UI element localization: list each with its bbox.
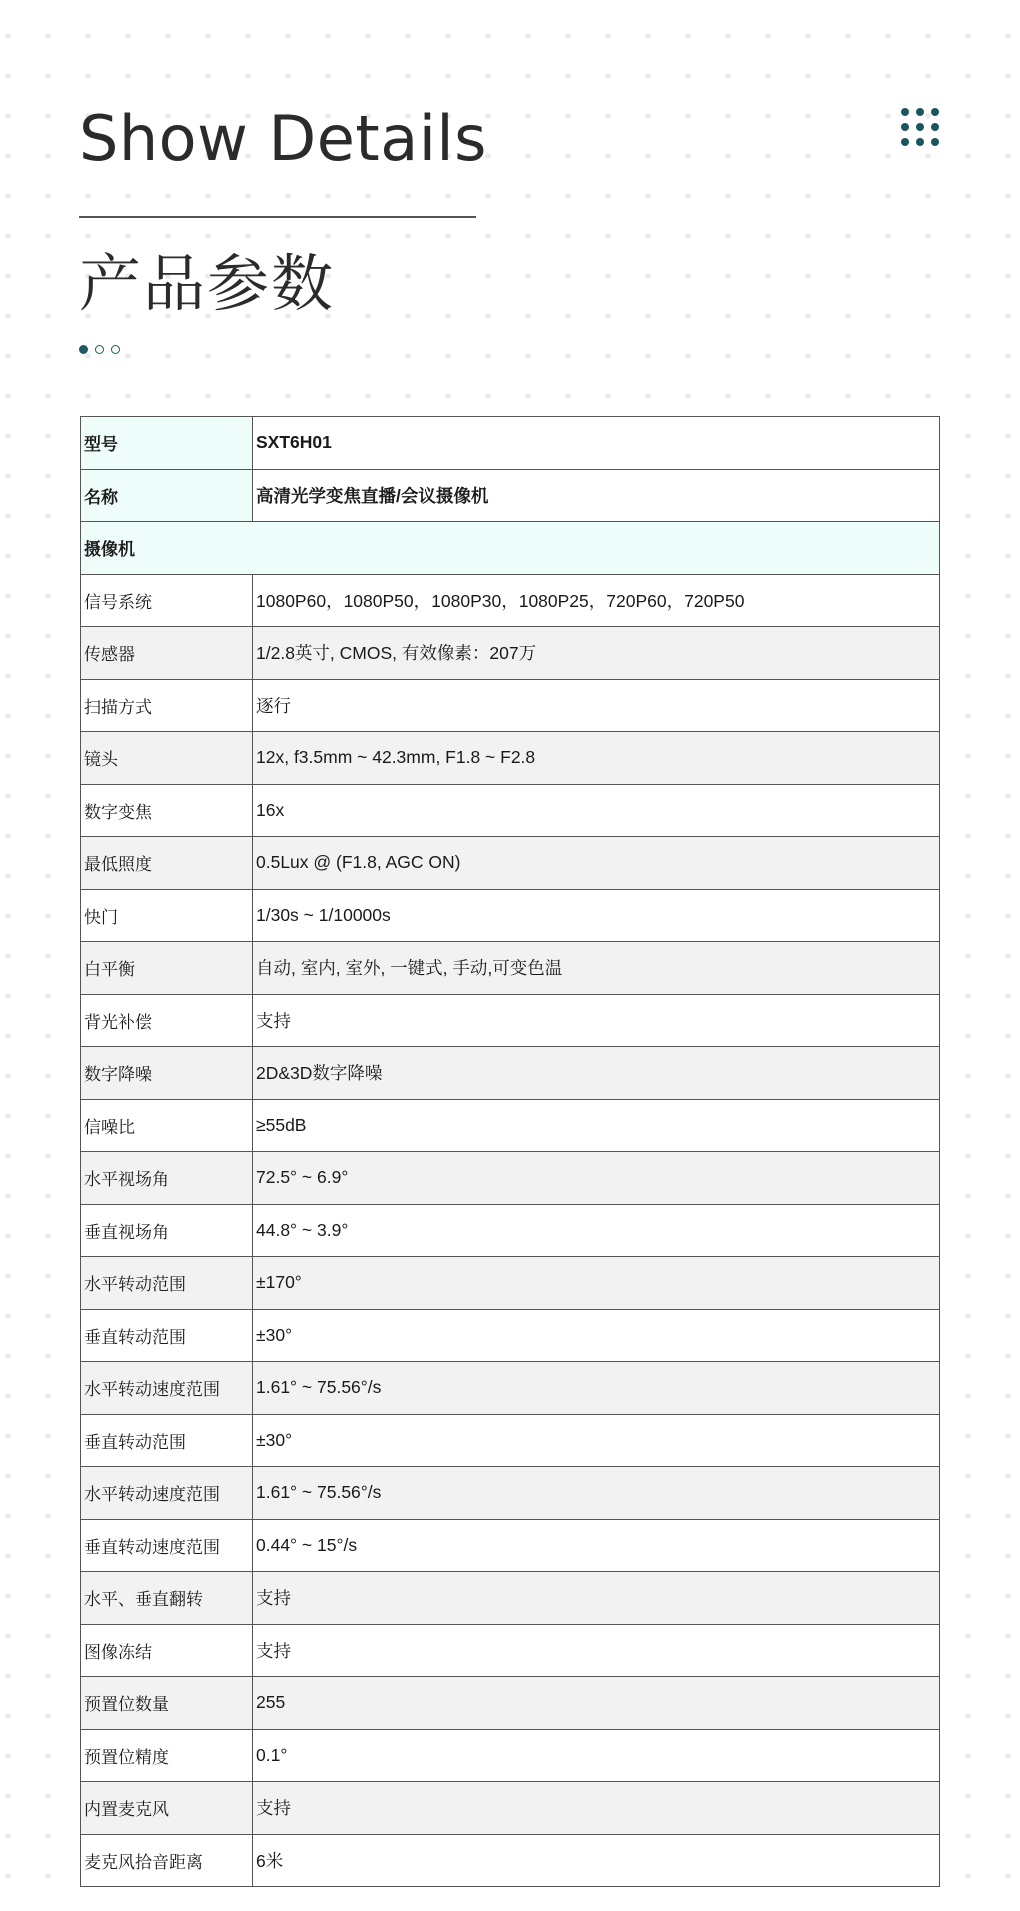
spec-value: ≥55dB	[253, 1099, 940, 1152]
spec-value: 高清光学变焦直播/会议摄像机	[253, 469, 940, 522]
spec-value: ±170°	[253, 1257, 940, 1310]
spec-key: 信号系统	[81, 574, 253, 627]
spec-value: 0.1°	[253, 1729, 940, 1782]
spec-header-row	[81, 469, 940, 522]
spec-header-row	[81, 417, 940, 470]
spec-value: 支持	[253, 1572, 940, 1625]
spec-key: 扫描方式	[81, 679, 253, 732]
spec-value: 2D&3D数字降噪	[253, 1047, 940, 1100]
table-row	[81, 1362, 940, 1415]
table-row	[81, 627, 940, 680]
spec-table	[80, 416, 940, 1887]
table-row	[81, 1519, 940, 1572]
spec-value: ±30°	[253, 1309, 940, 1362]
table-row	[81, 942, 940, 995]
spec-key: 型号	[81, 417, 253, 470]
spec-value: 支持	[253, 994, 940, 1047]
spec-key: 镜头	[81, 732, 253, 785]
spec-value: 1/30s ~ 1/10000s	[253, 889, 940, 942]
table-row	[81, 1099, 940, 1152]
section-title: 产品参数	[79, 247, 336, 320]
spec-value: 6米	[253, 1834, 940, 1887]
indicator-dot-active	[79, 345, 88, 354]
spec-value: 16x	[253, 784, 940, 837]
spec-value: 自动, 室内, 室外, 一键式, 手动,可变色温	[253, 942, 940, 995]
spec-value: 72.5° ~ 6.9°	[253, 1152, 940, 1205]
table-row	[81, 732, 940, 785]
spec-value: 支持	[253, 1782, 940, 1835]
spec-value: 1.61° ~ 75.56°/s	[253, 1467, 940, 1520]
spec-value: SXT6H01	[253, 417, 940, 470]
spec-key: 麦克风拾音距离	[81, 1834, 253, 1887]
table-row	[81, 1782, 940, 1835]
spec-value: 255	[253, 1677, 940, 1730]
spec-key: 水平视场角	[81, 1152, 253, 1205]
spec-key: 预置位精度	[81, 1729, 253, 1782]
spec-value: 逐行	[253, 679, 940, 732]
table-row	[81, 1677, 940, 1730]
spec-value: 0.5Lux @ (F1.8, AGC ON)	[253, 837, 940, 890]
spec-value: ±30°	[253, 1414, 940, 1467]
spec-key: 数字变焦	[81, 784, 253, 837]
table-row	[81, 1834, 940, 1887]
spec-key: 垂直转动范围	[81, 1309, 253, 1362]
table-row	[81, 1414, 940, 1467]
spec-key: 名称	[81, 469, 253, 522]
spec-key: 水平转动范围	[81, 1257, 253, 1310]
table-row	[81, 679, 940, 732]
spec-key: 传感器	[81, 627, 253, 680]
spec-key: 白平衡	[81, 942, 253, 995]
table-row	[81, 1047, 940, 1100]
section-header-label: 摄像机	[81, 522, 940, 575]
spec-key: 快门	[81, 889, 253, 942]
spec-key: 垂直视场角	[81, 1204, 253, 1257]
spec-key: 水平转动速度范围	[81, 1362, 253, 1415]
table-row	[81, 994, 940, 1047]
spec-value: 1.61° ~ 75.56°/s	[253, 1362, 940, 1415]
table-row	[81, 1729, 940, 1782]
table-row	[81, 574, 940, 627]
spec-value: 44.8° ~ 3.9°	[253, 1204, 940, 1257]
table-row	[81, 837, 940, 890]
spec-key: 垂直转动速度范围	[81, 1519, 253, 1572]
section-header-row	[81, 522, 940, 575]
title-divider	[79, 216, 476, 218]
spec-key: 图像冻结	[81, 1624, 253, 1677]
table-row	[81, 1467, 940, 1520]
spec-key: 垂直转动范围	[81, 1414, 253, 1467]
table-row	[81, 1624, 940, 1677]
spec-key: 信噪比	[81, 1099, 253, 1152]
table-row	[81, 1204, 940, 1257]
indicator-dot	[111, 345, 120, 354]
spec-value: 1/2.8英寸, CMOS, 有效像素：207万	[253, 627, 940, 680]
table-row	[81, 1152, 940, 1205]
indicator-dot	[95, 345, 104, 354]
table-row	[81, 1309, 940, 1362]
spec-key: 数字降噪	[81, 1047, 253, 1100]
table-row	[81, 1572, 940, 1625]
spec-value: 支持	[253, 1624, 940, 1677]
spec-key: 最低照度	[81, 837, 253, 890]
table-row	[81, 1257, 940, 1310]
table-row	[81, 889, 940, 942]
spec-key: 水平转动速度范围	[81, 1467, 253, 1520]
page-indicator	[79, 345, 120, 354]
spec-table-body	[81, 417, 940, 1887]
spec-value: 12x, f3.5mm ~ 42.3mm, F1.8 ~ F2.8	[253, 732, 940, 785]
page-title: Show Details	[79, 102, 487, 175]
spec-key: 预置位数量	[81, 1677, 253, 1730]
spec-value: 1080P60，1080P50，1080P30，1080P25，720P60，720P50	[253, 574, 940, 627]
spec-value: 0.44° ~ 15°/s	[253, 1519, 940, 1572]
spec-key: 水平、垂直翻转	[81, 1572, 253, 1625]
spec-key: 背光补偿	[81, 994, 253, 1047]
dot-grid-icon	[901, 108, 939, 146]
table-row	[81, 784, 940, 837]
spec-key: 内置麦克风	[81, 1782, 253, 1835]
